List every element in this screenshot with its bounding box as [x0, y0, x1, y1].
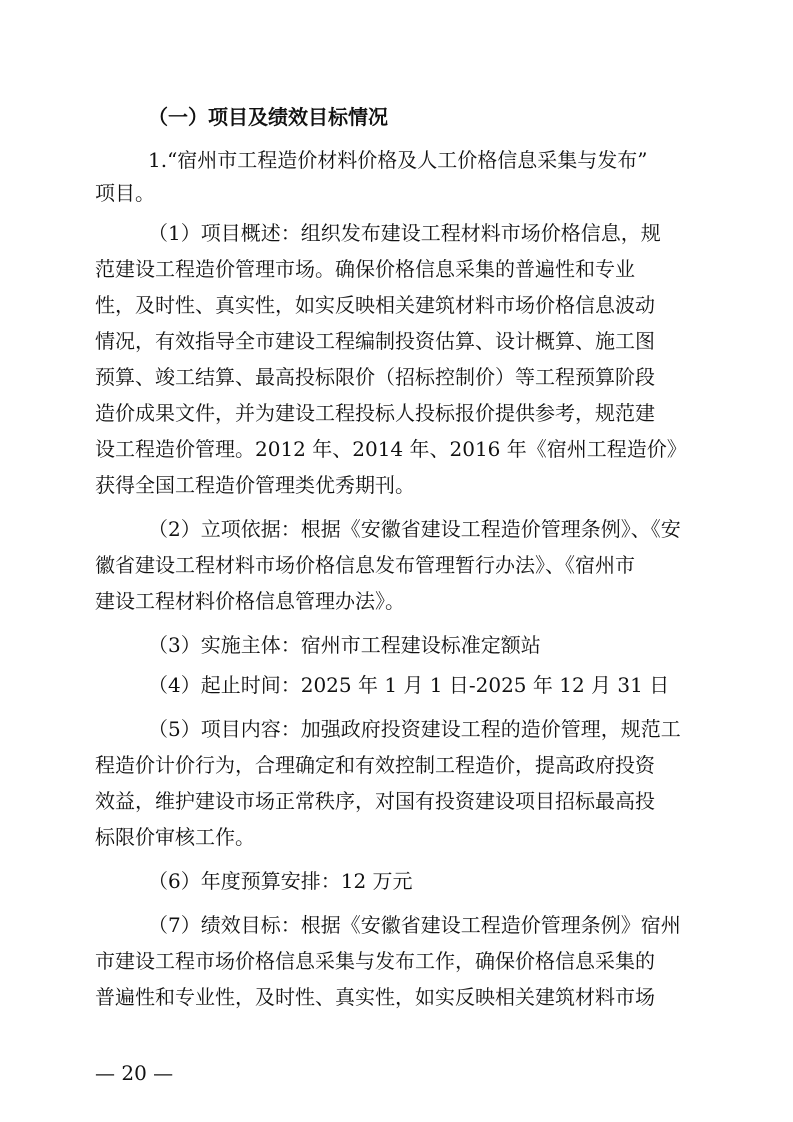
paragraph-line: 普遍性和专业性，及时性、真实性，如实反映相关建筑材料市场 — [95, 985, 655, 1009]
paragraph-period: （4）起止时间：2025 年 1 月 1 日-2025 年 12 月 31 日 — [148, 673, 670, 697]
project-title-continuation: 项目。 — [95, 181, 155, 205]
paragraph-budget: （6）年度预算安排：12 万元 — [148, 869, 413, 893]
project-title: 1.“宿州市工程造价材料价格及人工价格信息采集与发布” — [148, 148, 648, 172]
section-heading: （一）项目及绩效目标情况 — [148, 105, 388, 129]
paragraph-line: （7）绩效目标：根据《安徽省建设工程造价管理条例》宿州 — [148, 913, 681, 937]
paragraph-line: 设工程造价管理。2012 年、2014 年、2016 年《宿州工程造价》 — [95, 437, 687, 461]
paragraph-line: （5）项目内容：加强政府投资建设工程的造价管理，规范工 — [148, 717, 681, 741]
paragraph-implementer: （3）实施主体：宿州市工程建设标准定额站 — [148, 633, 541, 657]
paragraph-line: 程造价计价行为，合理确定和有效控制工程造价，提高政府投资 — [95, 753, 655, 777]
paragraph-line: 市建设工程市场价格信息采集与发布工作，确保价格信息采集的 — [95, 949, 655, 973]
paragraph-line: 标限价审核工作。 — [95, 825, 255, 849]
page-number: — 20 — — [95, 1061, 174, 1085]
paragraph-line: 获得全国工程造价管理类优秀期刊。 — [95, 473, 415, 497]
paragraph-line: 徽省建设工程材料市场价格信息发布管理暂行办法》、《宿州市 — [95, 553, 635, 577]
paragraph-line: （2）立项依据：根据《安徽省建设工程造价管理条例》、《安 — [148, 517, 681, 541]
paragraph-line: 造价成果文件，并为建设工程投标人投标报价提供参考，规范建 — [95, 401, 655, 425]
paragraph-line: （1）项目概述：组织发布建设工程材料市场价格信息，规 — [148, 221, 661, 245]
paragraph-line: 效益，维护建设市场正常秩序，对国有投资建设项目招标最高投 — [95, 789, 655, 813]
paragraph-line: 建设工程材料价格信息管理办法》。 — [95, 589, 405, 613]
paragraph-line: 范建设工程造价管理市场。确保价格信息采集的普遍性和专业 — [95, 257, 635, 281]
paragraph-line: 性，及时性、真实性，如实反映相关建筑材料市场价格信息波动 — [95, 293, 655, 317]
paragraph-line: 情况，有效指导全市建设工程编制投资估算、设计概算、施工图 — [95, 329, 655, 353]
paragraph-line: 预算、竣工结算、最高投标限价（招标控制价）等工程预算阶段 — [95, 365, 655, 389]
